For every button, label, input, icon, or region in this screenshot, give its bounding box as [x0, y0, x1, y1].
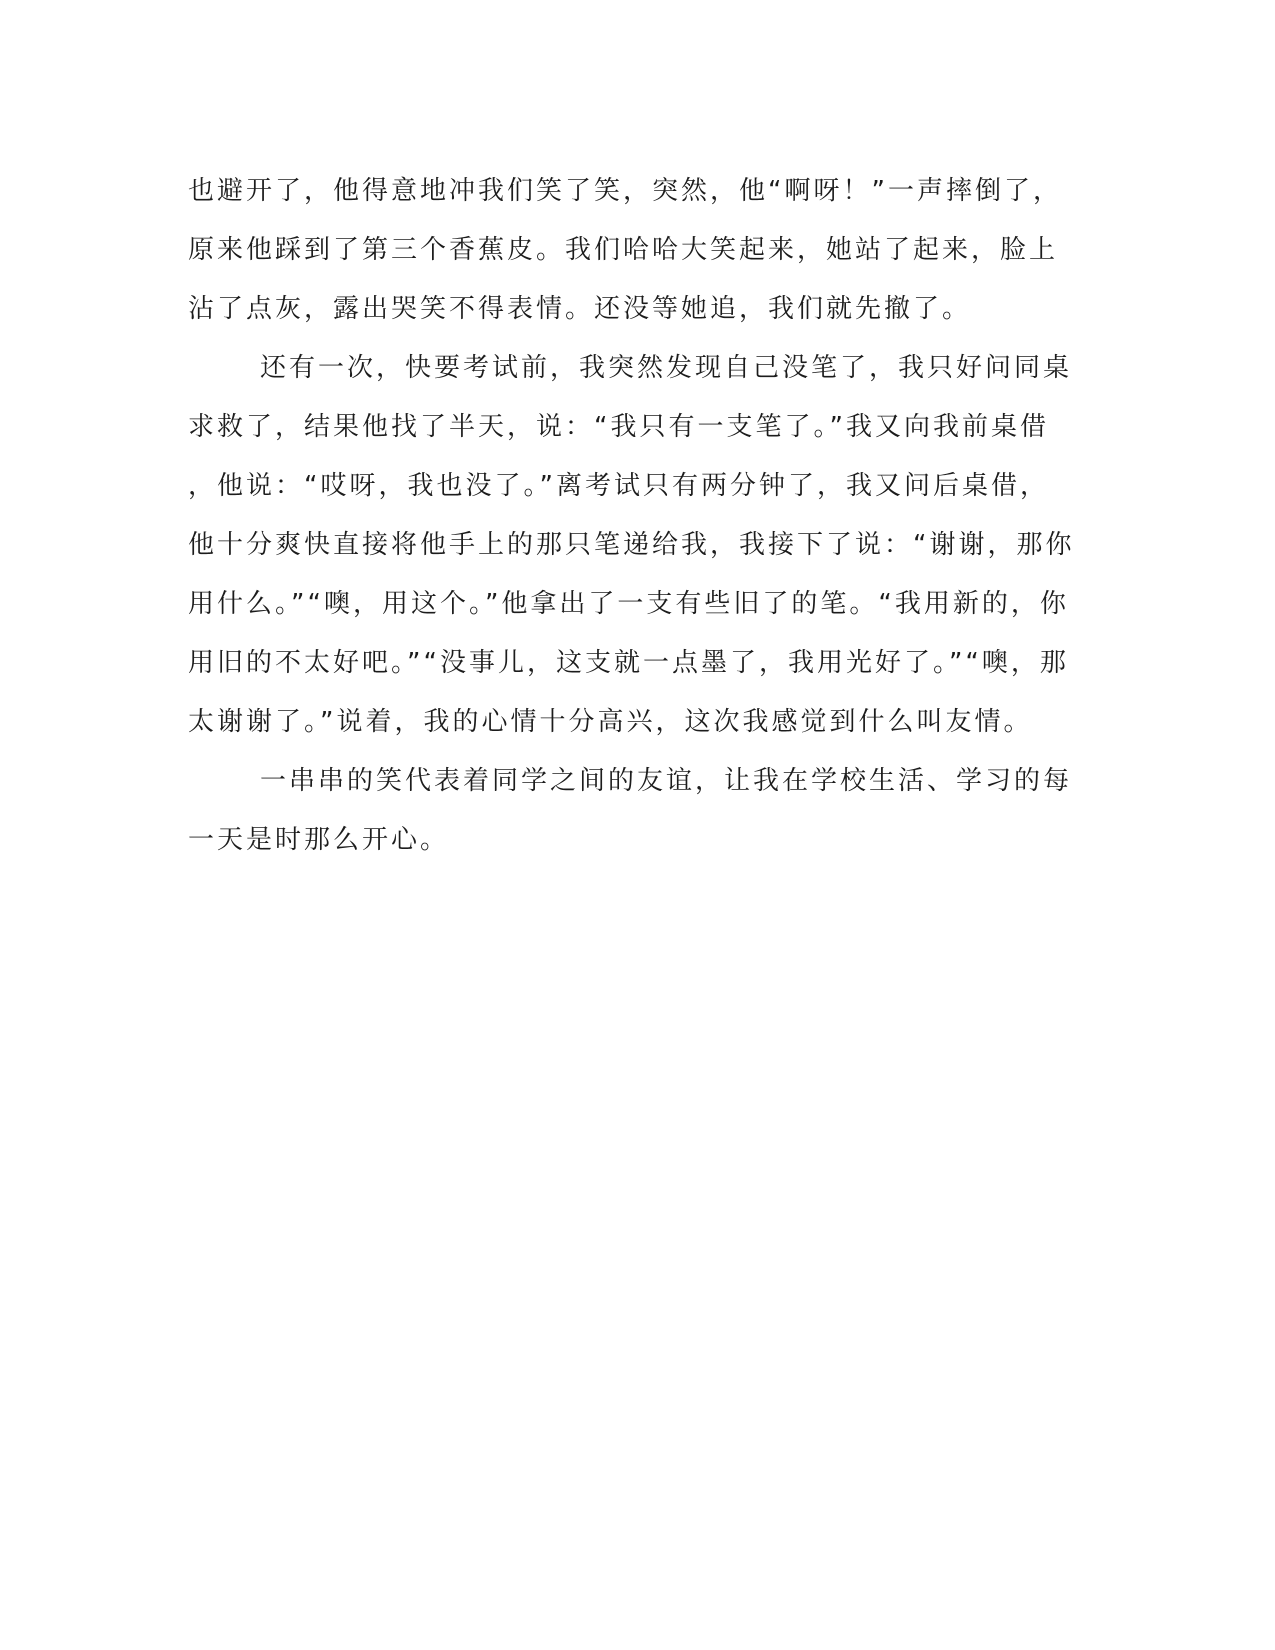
body-text	[188, 162, 1088, 870]
text-line: 太谢谢了。”说着，我的心情十分高兴，这次我感觉到什么叫友情。	[188, 707, 1033, 737]
text-line: 用旧的不太好吧。”“没事儿，这支就一点墨了，我用光好了。”“噢，那	[188, 648, 1069, 678]
text-line: 用什么。”“噢，用这个。”他拿出了一支有些旧了的笔。“我用新的，你	[188, 589, 1069, 619]
paragraph-start-line: 一串串的笑代表着同学之间的友谊，让我在学校生活、学习的每	[260, 766, 1073, 796]
text-line: 一天是时那么开心。	[188, 825, 450, 855]
paragraph-start-line: 还有一次，快要考试前，我突然发现自己没笔了，我只好问同桌	[260, 353, 1073, 383]
text-line: 求救了，结果他找了半天，说：“我只有一支笔了。”我又向我前桌借	[188, 412, 1049, 442]
text-line: 原来他踩到了第三个香蕉皮。我们哈哈大笑起来，她站了起来，脸上	[188, 235, 1059, 265]
text-line: 沾了点灰，露出哭笑不得表情。还没等她追，我们就先撤了。	[188, 294, 972, 324]
text-line: 他十分爽快直接将他手上的那只笔递给我，我接下了说：“谢谢，那你	[188, 530, 1075, 560]
text-line: 也避开了，他得意地冲我们笑了笑，突然，他“啊呀！”一声摔倒了，	[188, 176, 1062, 206]
text-line: ，他说：“哎呀，我也没了。”离考试只有两分钟了，我又问后桌借，	[188, 471, 1049, 501]
